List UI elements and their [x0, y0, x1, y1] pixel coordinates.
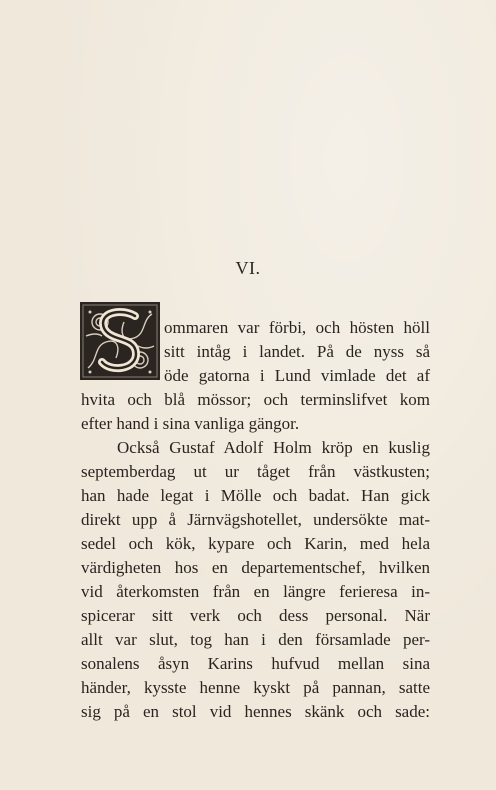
paragraph-2-line-1: Också Gustaf Adolf Holm kröp en kuslig [117, 438, 430, 457]
paragraph-2-line-11: händer, kysste henne kyskt på pannan, satte [81, 678, 430, 697]
chapter-heading: VI. [235, 258, 261, 278]
paragraph-2-line-5: sedel och kök, kypare och Karin, med hela [81, 534, 430, 553]
paragraph-1-line-4: hvita och blå mössor; och terminslifvet kom [81, 390, 430, 409]
paragraph-2-line-9: allt var slut, tog han i den församlade per- [81, 630, 430, 649]
paragraph-2-line-4: direkt upp å Järnvägshotellet, undersökte mat- [81, 510, 430, 529]
paragraph-1-line-2: sitt intåg i landet. På de nyss så [164, 342, 430, 361]
paragraph-1-line-5: efter hand i sina vanliga gängor. [81, 414, 300, 433]
paragraph-1-line-3: öde gatorna i Lund vimlade det af [164, 366, 430, 385]
paragraph-2-line-10: sonalens åsyn Karins hufvud mellan sina [81, 654, 430, 673]
paragraph-2-line-8: spicerar sitt verk och dess personal. När [81, 606, 430, 625]
paragraph-2-line-6: värdigheten hos en departementschef, hvilken [81, 558, 430, 577]
ornamental-drop-cap [80, 302, 160, 380]
paragraph-2-line-2: septemberdag ut ur tåget från västkusten; [81, 462, 430, 481]
paragraph-2-line-3: han hade legat i Mölle och badat. Han gick [81, 486, 430, 505]
paragraph-2-line-12: sig på en stol vid hennes skänk och sade: [81, 702, 430, 721]
paragraph-2-line-7: vid återkomsten från en längre ferieresa in- [81, 582, 430, 601]
drop-cap-ornament-icon [80, 302, 160, 380]
paragraph-1-line-1: ommaren var förbi, och hösten höll [164, 318, 430, 337]
